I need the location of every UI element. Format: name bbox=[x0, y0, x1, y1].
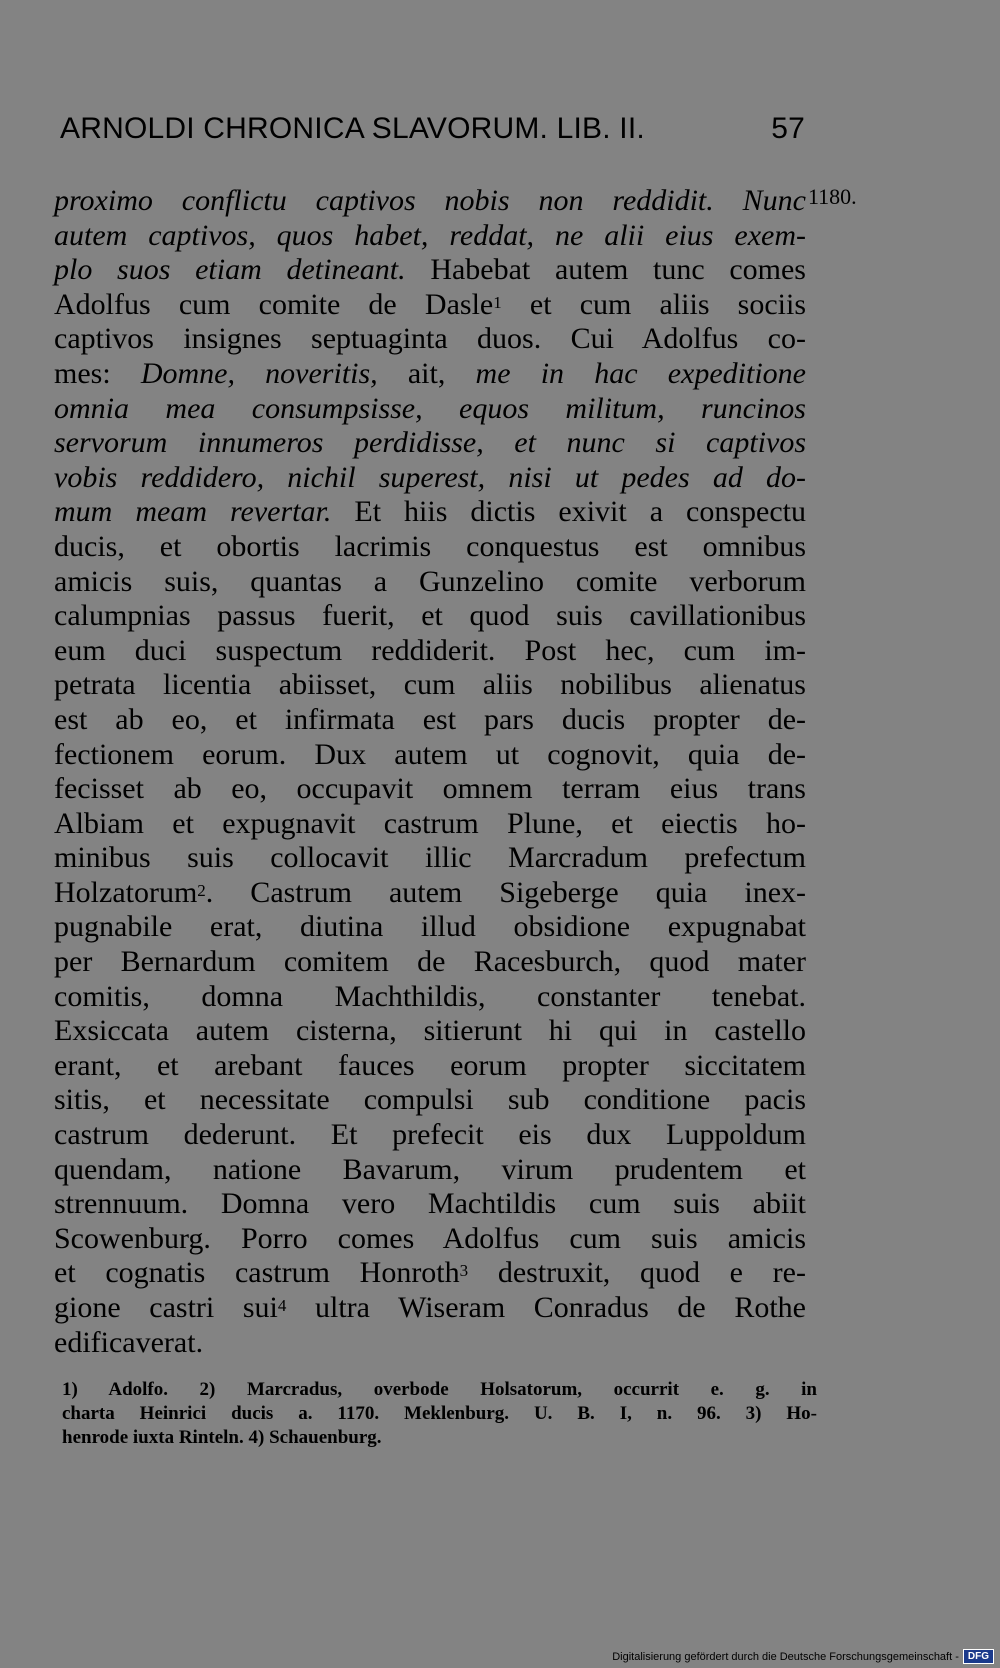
text-line bbox=[54, 357, 806, 392]
text-line bbox=[54, 288, 806, 323]
text-line bbox=[54, 1083, 806, 1118]
italic-text: servorum innumeros perdidisse, et nunc si captivos bbox=[54, 426, 806, 460]
dfg-logo-icon: DFG bbox=[963, 1649, 994, 1664]
footnote-marker: 4 bbox=[277, 1296, 287, 1315]
text-segment: calumpnias passus fuerit, et quod suis cavillationibus bbox=[54, 599, 806, 633]
text-line bbox=[54, 841, 806, 876]
text-line bbox=[54, 807, 806, 842]
footnote-marker: 1 bbox=[493, 292, 502, 312]
text-line bbox=[54, 738, 806, 773]
text-segment: captivos insignes septuaginta duos. Cui Adolfus co- bbox=[54, 322, 806, 356]
text-line bbox=[54, 910, 806, 945]
text-segment: Scowenburg. Porro comes Adolfus cum suis amicis bbox=[54, 1221, 806, 1255]
text-segment: petrata licentia abiisset, cum aliis nobilibus alienatus bbox=[54, 668, 806, 702]
text-line bbox=[54, 772, 806, 807]
text-segment: fectionem eorum. Dux autem ut cognovit, quia de- bbox=[54, 737, 806, 771]
text-segment: sitis, et necessitate compulsi sub conditione pacis bbox=[54, 1083, 806, 1117]
text-line bbox=[54, 634, 806, 669]
text-line bbox=[54, 219, 806, 254]
text-segment: minibus suis collocavit illic Marcradum prefectum bbox=[54, 841, 806, 875]
text-line bbox=[54, 461, 806, 496]
text-segment: et cum aliis sociis bbox=[501, 287, 806, 321]
text-segment: eum duci suspectum reddiderit. Post hec, cum im- bbox=[54, 633, 806, 667]
text-segment: per Bernardum comitem de Racesburch, quod mater bbox=[54, 945, 806, 979]
text-line bbox=[54, 1256, 806, 1291]
text-segment: ultra Wiseram Conradus de Rothe bbox=[286, 1291, 806, 1324]
text-line bbox=[54, 1118, 806, 1153]
italic-text: proximo conflictu captivos nobis non reddidit. Nunc bbox=[54, 184, 806, 217]
dfg-banner-text: Digitalisierung gefördert durch die Deutsche Forschungsgemeinschaft - bbox=[612, 1650, 959, 1663]
text-line bbox=[54, 530, 806, 565]
text-segment: Holzatorum bbox=[54, 875, 198, 909]
text-segment: fecisset ab eo, occupavit omnem terram eius trans bbox=[54, 772, 806, 806]
margin-year-note: 1180. bbox=[808, 184, 857, 209]
footnote-marker: 3 bbox=[459, 1261, 469, 1281]
running-head-title: ARNOLDI CHRONICA SLAVORUM. LIB. II. bbox=[60, 112, 645, 145]
text-segment: est ab eo, et infirmata est pars ducis propter de- bbox=[54, 702, 806, 736]
text-segment: Albiam et expugnavit castrum Plune, et eiectis ho- bbox=[54, 806, 806, 840]
page-number: 57 bbox=[771, 112, 805, 145]
text-segment: comitis, domna Machthildis, constanter tenebat. bbox=[54, 979, 806, 1013]
text-line bbox=[54, 876, 806, 911]
text-segment: Exsiccata autem cisterna, sitierunt hi qui in castello bbox=[54, 1014, 806, 1048]
text-line bbox=[54, 668, 806, 703]
text-line bbox=[54, 1153, 806, 1188]
text-segment: erant, et arebant fauces eorum propter siccitatem bbox=[54, 1048, 806, 1082]
text-line bbox=[54, 703, 806, 738]
dfg-banner bbox=[612, 1649, 994, 1664]
text-segment: edificaverat. bbox=[54, 1325, 204, 1359]
italic-text: Domne, noveritis, bbox=[140, 356, 378, 390]
text-segment: strennuum. Domna vero Machtildis cum suis abiit bbox=[54, 1187, 806, 1221]
italic-text: me in hac expeditione bbox=[475, 356, 806, 390]
footnote-line: henrode iuxta Rinteln. 4) Schauenburg. bbox=[62, 1427, 382, 1448]
text-segment: quendam, natione Bavarum, virum prudentem et bbox=[54, 1152, 806, 1186]
text-line bbox=[54, 426, 806, 461]
text-segment: ducis, et obortis lacrimis conquestus est omnibus bbox=[54, 529, 806, 563]
running-head bbox=[60, 112, 805, 146]
text-segment: Adolfus cum comite de Dasle bbox=[54, 287, 494, 321]
text-segment: pugnabile erat, diutina illud obsidione expugnabat bbox=[54, 910, 806, 944]
text-segment: . Castrum autem Sigeberge quia inex- bbox=[205, 875, 806, 909]
italic-text: plo suos etiam detineant. bbox=[54, 253, 406, 287]
text-segment: et cognatis castrum Honroth bbox=[54, 1256, 460, 1290]
text-line bbox=[54, 253, 806, 288]
italic-text: autem captivos, quos habet, reddat, ne alii eius exem- bbox=[54, 218, 806, 252]
text-line bbox=[54, 599, 806, 634]
text-line bbox=[54, 322, 806, 357]
text-line bbox=[54, 1014, 806, 1049]
text-segment: ait, bbox=[377, 356, 476, 390]
text-segment: gione castri sui bbox=[54, 1291, 278, 1324]
italic-text: vobis reddidero, nichil superest, nisi ut pedes ad do- bbox=[54, 460, 806, 494]
text-line bbox=[54, 980, 806, 1015]
text-line bbox=[54, 184, 806, 219]
text-line bbox=[54, 1291, 806, 1326]
text-segment: Et hiis dictis exivit a conspectu bbox=[331, 495, 806, 529]
text-line bbox=[54, 1326, 806, 1361]
text-line bbox=[54, 1049, 806, 1084]
text-line bbox=[54, 495, 806, 530]
text-segment: castrum dederunt. Et prefecit eis dux Luppoldum bbox=[54, 1118, 806, 1152]
italic-text: mum meam revertar. bbox=[54, 495, 332, 529]
footnote-marker: 2 bbox=[197, 880, 206, 900]
footnote-line: charta Heinrici ducis a. 1170. Meklenburg. U. B. I, n. 96. 3) Ho- bbox=[62, 1403, 817, 1424]
text-line bbox=[54, 392, 806, 427]
footnote-line: 1) Adolfo. 2) Marcradus, overbode Holsatorum, occurrit e. g. in bbox=[62, 1379, 817, 1400]
footnotes bbox=[62, 1378, 817, 1450]
italic-text: omnia mea consumpsisse, equos militum, runcinos bbox=[54, 391, 806, 425]
body-text bbox=[54, 184, 806, 1360]
text-line bbox=[54, 565, 806, 600]
text-segment: destruxit, quod e re- bbox=[468, 1256, 806, 1290]
text-line bbox=[54, 945, 806, 980]
text-segment: mes: bbox=[54, 356, 141, 390]
text-segment: amicis suis, quantas a Gunzelino comite verborum bbox=[54, 564, 806, 598]
text-segment: Habebat autem tunc comes bbox=[405, 253, 806, 287]
text-line bbox=[54, 1187, 806, 1222]
text-line bbox=[54, 1222, 806, 1257]
